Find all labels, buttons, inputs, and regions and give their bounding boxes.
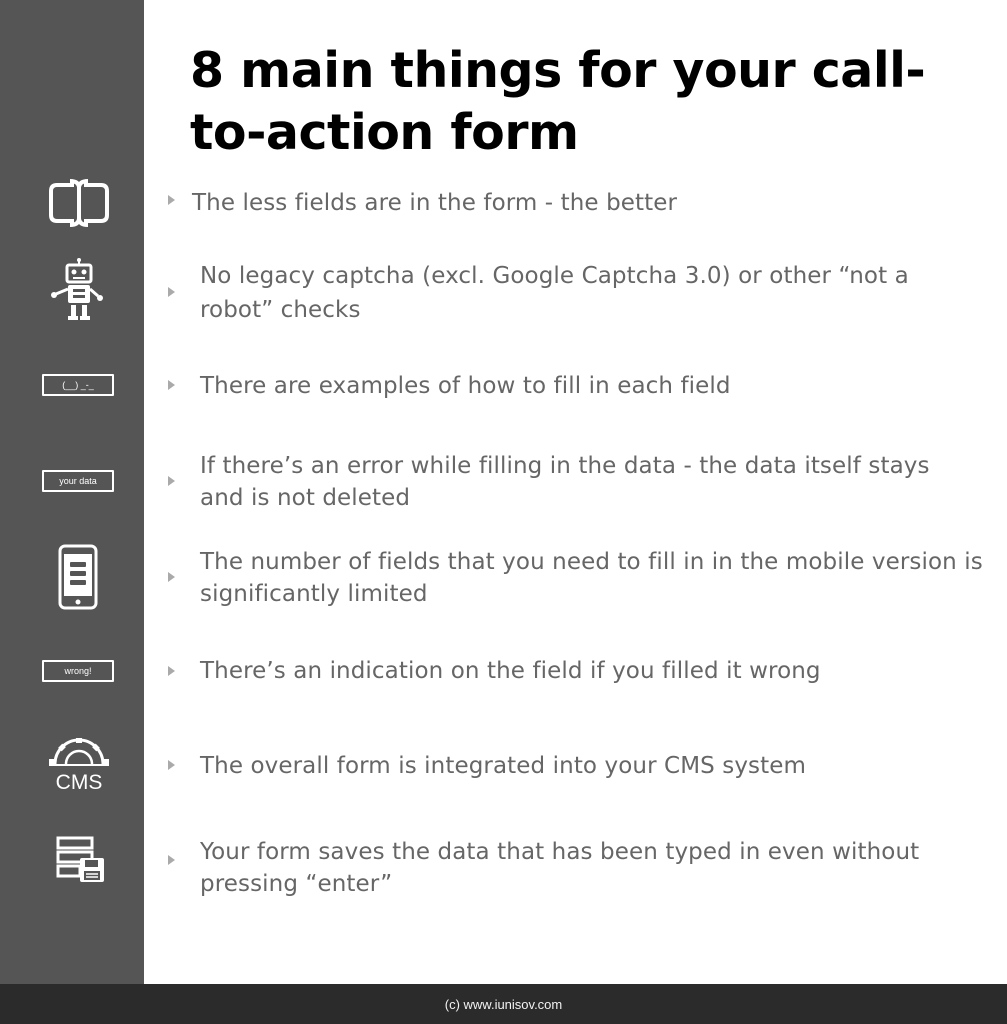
bullet-marker	[168, 760, 175, 770]
checklist-item-8: Your form saves the data that has been typed in even without pressing “enter”	[200, 839, 920, 897]
checklist-item-5: The number of fields that you need to fill in in the mobile version is significantly limited	[200, 549, 983, 607]
bullet-marker	[168, 476, 175, 486]
page-title: 8 main things for your call-to-action form	[190, 42, 926, 161]
mobile-phone-icon	[58, 544, 98, 610]
checklist-item-3: There are examples of how to fill in each field	[200, 373, 731, 399]
your-data-field-icon: your data	[42, 470, 114, 492]
bullet-marker	[168, 855, 175, 865]
bullet-marker	[168, 666, 175, 676]
wrong-field-icon: wrong!	[42, 660, 114, 682]
cms-gear-icon	[46, 738, 112, 794]
checklist-item-7: The overall form is integrated into your CMS system	[200, 753, 807, 779]
checklist-item-1: The less fields are in the form - the better	[192, 190, 678, 216]
text-cursor-icon	[48, 178, 110, 228]
footer-text: (c) www.iunisov.com	[444, 996, 563, 1012]
cms-label: CMS	[55, 771, 103, 794]
checklist-item-2: No legacy captcha (excl. Google Captcha 3.0) or other “not a robot” checks	[200, 263, 909, 323]
bullet-marker	[168, 572, 175, 582]
bullet-marker	[168, 287, 175, 297]
save-form-icon	[56, 836, 108, 886]
checklist-item-6: There’s an indication on the field if you filled it wrong	[200, 658, 821, 684]
robot-icon	[48, 258, 104, 322]
copyright-footer	[0, 984, 1007, 1024]
bullet-marker	[168, 195, 175, 205]
bullet-marker	[168, 380, 175, 390]
phone-mask-field-icon: (__) _-_	[42, 374, 114, 396]
checklist-item-4: If there’s an error while filling in the data - the data itself stays and is not deleted	[200, 453, 930, 511]
